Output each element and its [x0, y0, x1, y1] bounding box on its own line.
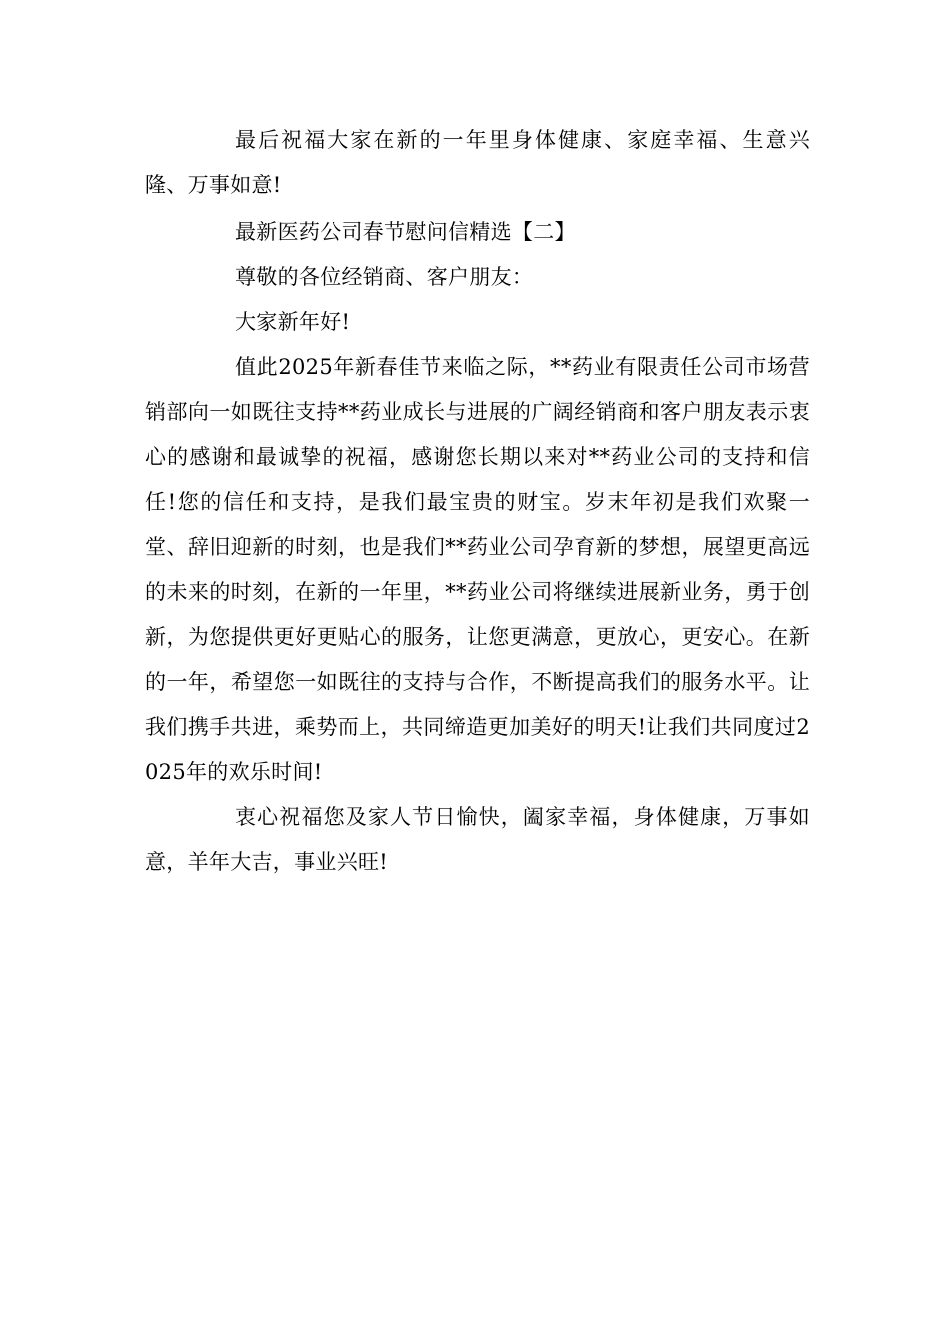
section-heading: 最新医药公司春节慰问信精选【二】 [235, 220, 576, 244]
closing-wish-paragraph: 最后祝福大家在新的一年里身体健康、家庭幸福、生意兴隆、万事如意! [145, 128, 810, 197]
greeting: 大家新年好! [235, 310, 351, 334]
letter-body-paragraph: 值此2025年新春佳节来临之际，**药业有限责任公司市场营销部向一如既往支持**药业成长与进展的广阔经销商和客户朋友表示衷心的感谢和最诚挚的祝福，感谢您长期以来对**药业公司的支持和信任!您的信任和支持，是我们最宝贵的财宝。岁末年初是我们欢聚一堂、辞旧迎新的时刻，也是我们**药业公司孕育新的梦想，展望更高远的未来的时刻，在新的一年里，**药业公司将继续进展新业务，勇于创新，为您提供更好更贴心的服务，让您更满意，更放心，更安心。在新的一年，希望您一如既往的支持与合作，不断提高我们的服务水平。让我们携手共进，乘势而上，共同缔造更加美好的明天!让我们共同度过2025年的欢乐时间! [145, 355, 810, 784]
salutation: 尊敬的各位经销商、客户朋友： [235, 265, 534, 289]
document-body [145, 118, 810, 885]
letter-closing-paragraph: 衷心祝福您及家人节日愉快，阖家幸福，身体健康，万事如意，羊年大吉，事业兴旺! [145, 805, 810, 874]
